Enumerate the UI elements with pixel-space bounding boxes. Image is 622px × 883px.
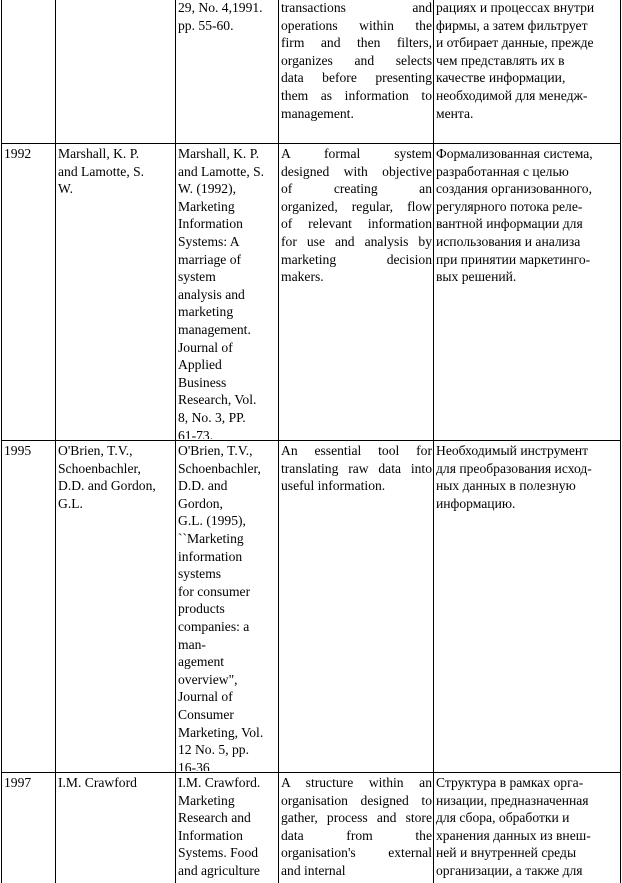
cell-line: and Lamotte, S.: [58, 163, 145, 179]
cell-line: man-: [178, 636, 206, 652]
cell-line: A formal system: [281, 146, 432, 161]
cell-line: analysis and: [178, 286, 245, 302]
cell-line: overview",: [178, 671, 238, 687]
cell-line: G.L.: [58, 495, 83, 511]
cell-line: Journal of: [178, 339, 233, 355]
cell-line: G.L. (1995),: [178, 513, 246, 529]
cell-line: O'Brien, T.V.,: [58, 443, 133, 458]
cell-line: D.D. and Gordon,: [58, 478, 156, 494]
cell-line: Необходимый инструмент: [436, 443, 589, 458]
cell-line: systems: [178, 566, 222, 582]
cell-line: для сбора, обработки и: [436, 810, 570, 826]
cell-year: [4, 774, 54, 882]
cell-line: Gordon,: [178, 495, 223, 511]
column-rule-author: [175, 0, 176, 883]
cell-line: Формализованная система,: [436, 146, 593, 161]
cell-definition-en: [281, 145, 432, 439]
cell-line: translating raw data into: [281, 460, 432, 476]
cell-line: Schoenbachler,: [178, 460, 261, 476]
cell-line: organisation designed to: [281, 792, 432, 808]
cell-line: system: [178, 269, 216, 285]
cell-author: [58, 774, 174, 882]
cell-line: Applied: [178, 357, 222, 373]
cell-line: firm and then filters,: [281, 35, 432, 51]
cell-line: рациях и процессах внутри: [436, 0, 595, 15]
cell-line: for use and analysis by: [281, 233, 432, 249]
cell-line: transactions and: [281, 0, 432, 15]
cell-line: 1992: [4, 146, 32, 161]
cell-line: products: [178, 601, 225, 617]
cell-line: organized, regular, flow: [281, 198, 432, 214]
cell-definition-en: [281, 442, 432, 771]
cell-line: чем представлять их в: [436, 52, 565, 68]
cell-line: 29, No. 4,1991.: [178, 0, 263, 15]
cell-line: and internal: [281, 862, 346, 878]
cell-line: Research, Vol.: [178, 392, 257, 408]
cell-line: Consumer: [178, 706, 234, 722]
cell-line: 61-73.: [178, 427, 214, 439]
cell-line: Journal of: [178, 689, 233, 705]
cell-source: [178, 774, 277, 882]
cell-line: регулярного потока реле-: [436, 198, 583, 214]
cell-line: data before presenting: [281, 70, 432, 86]
cell-line: and agriculture: [178, 862, 260, 878]
cell-line: agement: [178, 654, 225, 670]
cell-line: Marketing: [178, 198, 235, 214]
cell-line: информацию.: [436, 495, 516, 511]
column-rule-left: [1, 0, 2, 883]
cell-line: W. (1992),: [178, 181, 237, 197]
cell-line: An essential tool for: [281, 443, 432, 458]
cell-line: management.: [178, 321, 251, 337]
cell-line: O'Brien, T.V.,: [178, 443, 253, 458]
cell-line: organizes and selects: [281, 52, 432, 68]
cell-line: marketing decision: [281, 251, 432, 267]
cell-line: D.D. and: [178, 478, 228, 494]
cell-line: of relevant information: [281, 216, 432, 232]
cell-line: A structure within an: [281, 775, 432, 790]
cell-line: and Lamotte, S.: [178, 163, 265, 179]
cell-line: I.M. Crawford.: [178, 775, 261, 790]
cell-line: Структура в рамках орга-: [436, 775, 584, 790]
cell-line: gather, process and store: [281, 810, 432, 826]
cell-line: и отбирает данные, прежде: [436, 35, 594, 51]
cell-source: [178, 145, 277, 439]
cell-line: 12 No. 5, pp.: [178, 742, 249, 758]
cell-line: organisation's external: [281, 845, 432, 861]
cell-line: 8, No. 3, PP.: [178, 409, 246, 425]
column-rule-right: [620, 0, 621, 883]
cell-line: information: [178, 548, 243, 564]
cell-line: companies: a: [178, 618, 250, 634]
cell-line: организации, а также для: [436, 862, 583, 878]
cell-line: необходимой для менедж-: [436, 87, 588, 103]
cell-line: for consumer: [178, 583, 251, 599]
cell-line: data from the: [281, 827, 432, 843]
cell-line: operations within the: [281, 17, 432, 33]
cell-line: ``Marketing: [178, 530, 244, 546]
cell-definition-ru: [436, 0, 619, 142]
cell-line: Information: [178, 216, 243, 232]
cell-line: designed with objective: [281, 163, 432, 179]
cell-line: I.M. Crawford: [58, 775, 137, 790]
cell-line: создания организованного,: [436, 181, 592, 197]
column-rule-source: [278, 0, 279, 883]
cell-line: Research and: [178, 810, 251, 826]
cell-year: [4, 145, 54, 439]
cell-year: [4, 0, 54, 142]
cell-line: Information: [178, 827, 243, 843]
cell-line: them as information to: [281, 87, 432, 103]
cell-line: Marketing, Vol.: [178, 724, 264, 740]
cell-line: фирмы, а затем фильтрует: [436, 17, 588, 33]
cell-author: [58, 0, 174, 142]
cell-author: [58, 145, 174, 439]
cell-definition-ru: [436, 774, 619, 882]
cell-line: Systems: A: [178, 233, 240, 249]
cell-source: [178, 0, 277, 142]
cell-line: вантной информации для: [436, 216, 583, 232]
cell-line: of creating an: [281, 181, 432, 197]
cell-line: разработанная с целью: [436, 163, 569, 179]
cell-line: pp. 55-60.: [178, 17, 234, 33]
cell-line: вых решений.: [436, 269, 517, 285]
cell-line: ней и внутренней среды: [436, 845, 577, 861]
cell-line: мента.: [436, 105, 474, 121]
cell-line: makers.: [281, 269, 324, 285]
cell-line: useful information.: [281, 478, 386, 494]
cell-line: низации, предназначенная: [436, 792, 589, 808]
cell-definition-ru: [436, 145, 619, 439]
row-divider: [1, 143, 621, 144]
cell-line: 1997: [4, 775, 32, 790]
cell-line: management.: [281, 105, 354, 121]
cell-line: Marshall, K. P.: [58, 146, 140, 161]
cell-line: Systems. Food: [178, 845, 259, 861]
column-rule-english: [433, 0, 434, 883]
cell-line: Schoenbachler,: [58, 460, 141, 476]
column-rule-year: [55, 0, 56, 883]
cell-line: 16-36: [178, 759, 210, 771]
cell-definition-en: [281, 774, 432, 882]
cell-year: [4, 442, 54, 771]
cell-line: 1995: [4, 443, 32, 458]
cell-line: хранения данных из внеш-: [436, 827, 591, 843]
cell-definition-ru: [436, 442, 619, 771]
cell-source: [178, 442, 277, 771]
row-divider: [1, 772, 621, 773]
cell-line: для преобразования исход-: [436, 460, 592, 476]
cell-line: при принятии маркетинго-: [436, 251, 591, 267]
cell-line: marriage of: [178, 251, 242, 267]
cell-line: качестве информации,: [436, 70, 566, 86]
cell-line: Marshall, K. P.: [178, 146, 260, 161]
cell-definition-en: [281, 0, 432, 142]
cell-line: marketing: [178, 304, 234, 320]
cell-line: W.: [58, 181, 73, 197]
cell-author: [58, 442, 174, 771]
cell-line: Marketing: [178, 792, 235, 808]
cell-line: ных данных в полезную: [436, 478, 576, 494]
cell-line: использования и анализа: [436, 233, 581, 249]
cell-line: Business: [178, 374, 227, 390]
row-divider: [1, 440, 621, 441]
